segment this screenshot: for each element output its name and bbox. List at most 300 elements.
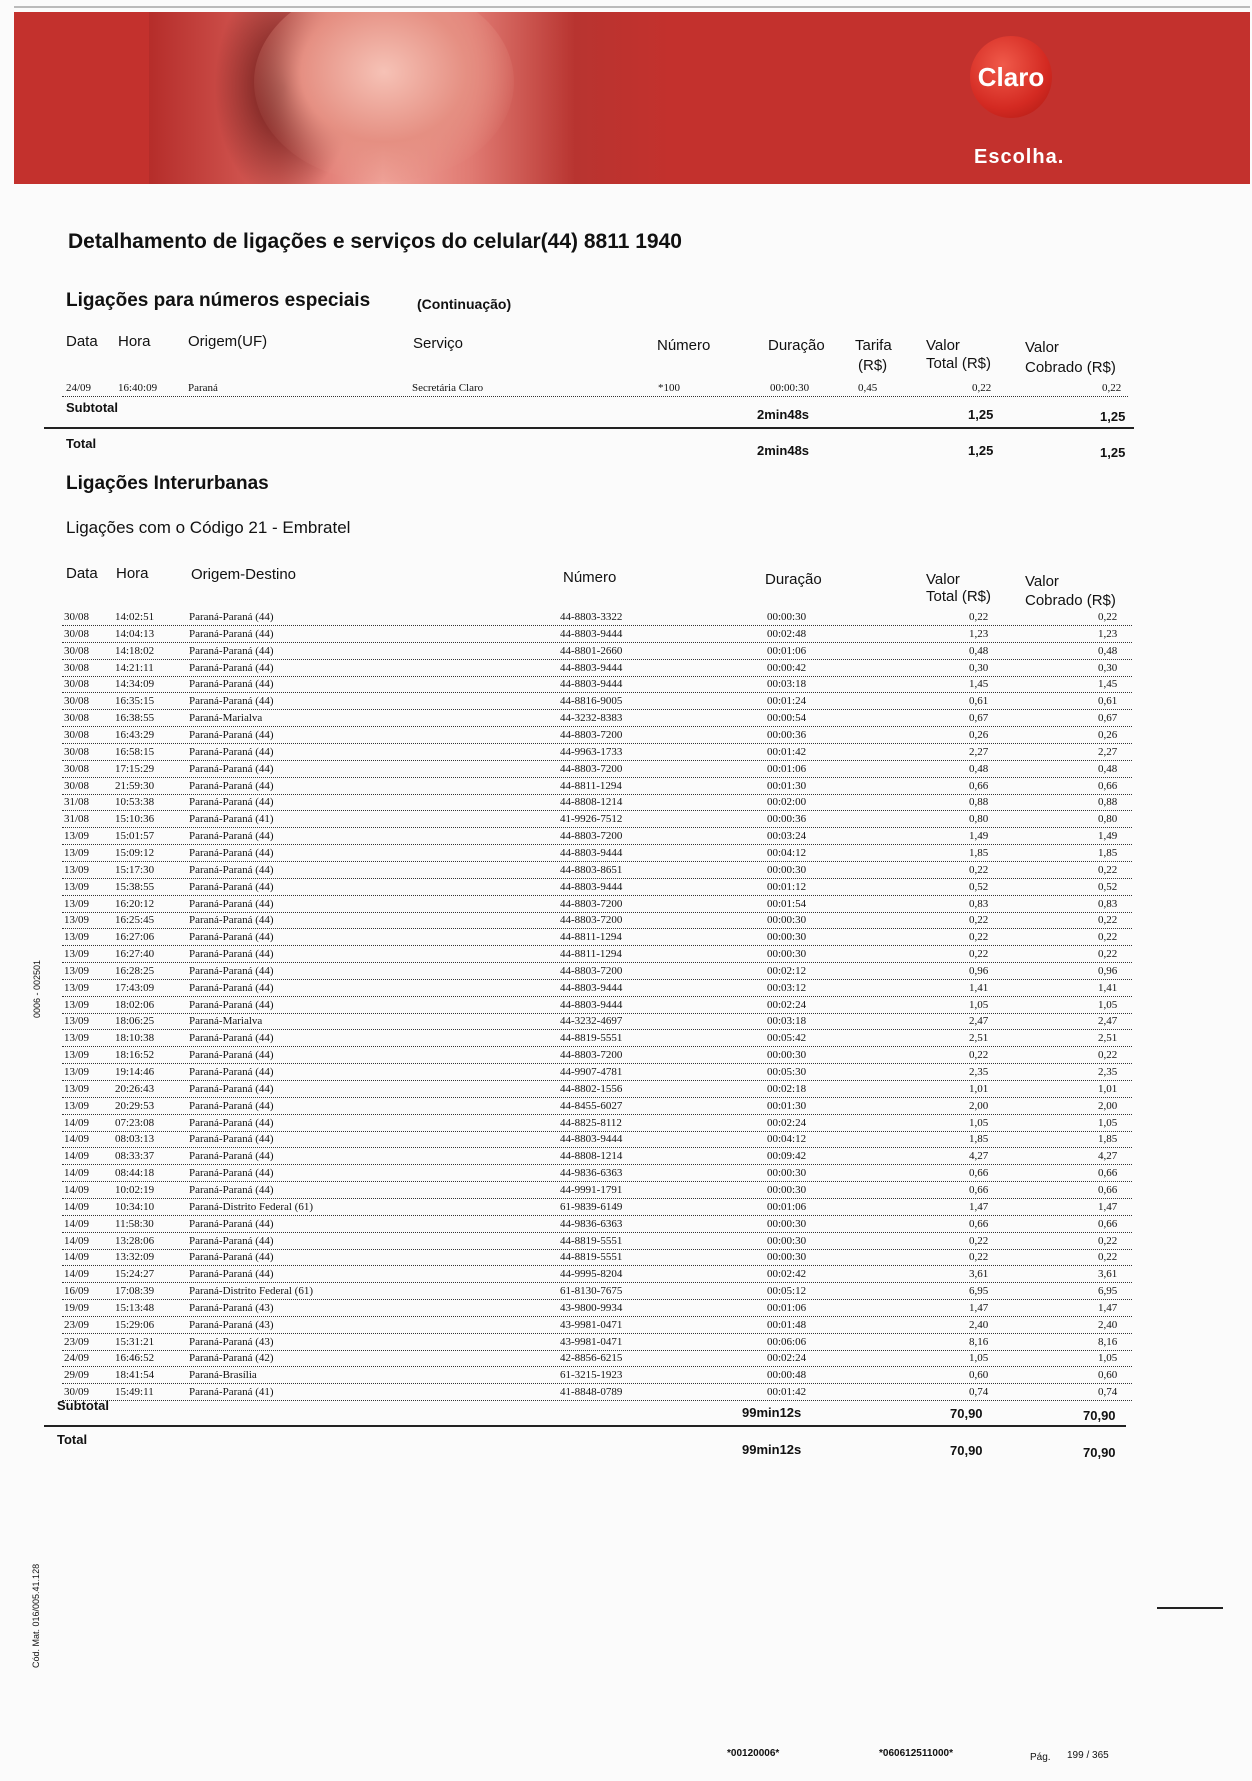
table-row bbox=[62, 1317, 1132, 1334]
cell-hora: 15:31:21 bbox=[115, 1335, 155, 1348]
cell-numero: 44-8803-3322 bbox=[560, 611, 623, 623]
cell-cobrado: 0,22 bbox=[1098, 931, 1118, 944]
cell-total: 1,85 bbox=[969, 846, 989, 859]
tagline: Escolha. bbox=[974, 146, 1065, 168]
cell-data: 24/09 bbox=[64, 1352, 90, 1365]
cell-duracao: 00:00:30 bbox=[767, 1234, 807, 1247]
cell-total: 1,01 bbox=[969, 1082, 989, 1095]
col-origem: Origem(UF) bbox=[188, 333, 268, 350]
cell-hora: 07:23:08 bbox=[115, 1116, 155, 1129]
cell-origem-destino: Paraná-Paraná (44) bbox=[189, 779, 274, 792]
cell-total: 4,27 bbox=[969, 1150, 989, 1163]
cell-data: 30/08 bbox=[64, 712, 90, 725]
cell-duracao: 00:05:12 bbox=[767, 1285, 807, 1297]
cell-hora: 15:09:12 bbox=[115, 846, 155, 859]
cell-numero: 44-8455-6027 bbox=[560, 1099, 623, 1112]
cell-total: 0,66 bbox=[969, 1167, 989, 1180]
table-row bbox=[62, 1384, 1132, 1401]
cell-cobrado: 1,47 bbox=[1098, 1200, 1118, 1213]
col-numero: Número bbox=[563, 569, 617, 586]
cell-duracao: 00:00:30 bbox=[767, 863, 807, 876]
cell-data: 13/09 bbox=[64, 914, 90, 927]
cell-numero: 44-8801-2660 bbox=[560, 644, 623, 657]
cell-duracao: 00:00:30 bbox=[767, 1217, 807, 1230]
cell-total: 0,22 bbox=[969, 863, 989, 876]
cell-hora: 10:34:10 bbox=[115, 1200, 155, 1213]
cell-duracao: 00:02:24 bbox=[767, 1116, 807, 1129]
cell-data: 13/09 bbox=[64, 1049, 90, 1062]
cell-hora: 10:53:38 bbox=[115, 796, 155, 809]
cell-duracao: 00:02:24 bbox=[767, 998, 807, 1011]
cell-origem-destino: Paraná-Paraná (44) bbox=[189, 678, 274, 691]
cell-origem-destino: Paraná-Paraná (41) bbox=[189, 813, 274, 826]
cell-numero: 43-9981-0471 bbox=[560, 1318, 623, 1331]
table-row bbox=[62, 643, 1132, 660]
cell-hora: 18:02:06 bbox=[115, 998, 155, 1011]
table-row bbox=[62, 693, 1132, 710]
cell-cobrado: 2,27 bbox=[1098, 745, 1118, 758]
cell-numero: 44-8819-5551 bbox=[560, 1234, 623, 1247]
cell-cobrado: 0,66 bbox=[1098, 1217, 1118, 1230]
cell-origem-destino: Paraná-Paraná (44) bbox=[189, 729, 274, 741]
cell-cobrado: 1,85 bbox=[1098, 846, 1118, 859]
cell-data: 14/09 bbox=[64, 1217, 90, 1230]
cell-cobrado: 1,05 bbox=[1098, 1352, 1118, 1365]
cell-cobrado: 1,05 bbox=[1098, 1116, 1118, 1129]
table-row bbox=[62, 980, 1132, 997]
table-row bbox=[62, 879, 1132, 896]
cell-origem-destino: Paraná-Paraná (44) bbox=[189, 1167, 274, 1180]
cell-duracao: 00:00:30 bbox=[767, 1049, 807, 1062]
cell-numero: 44-8803-9444 bbox=[560, 880, 623, 893]
cell-duracao: 00:00:36 bbox=[767, 729, 807, 741]
cell-hora: 17:08:39 bbox=[115, 1285, 155, 1297]
table-row bbox=[62, 1266, 1132, 1283]
cell-total: 0,74 bbox=[969, 1386, 989, 1399]
cell-origem-destino: Paraná-Paraná (41) bbox=[189, 1386, 274, 1399]
cell-origem-destino: Paraná-Paraná (44) bbox=[189, 1133, 274, 1146]
cell-duracao: 00:04:12 bbox=[767, 846, 807, 859]
col-hora: Hora bbox=[118, 333, 151, 350]
cell-origem-destino: Paraná-Paraná (44) bbox=[189, 1049, 274, 1062]
cell-data: 30/08 bbox=[64, 779, 90, 792]
cell-origem-destino: Paraná-Paraná (44) bbox=[189, 1150, 274, 1163]
cell-numero: 44-8803-9444 bbox=[560, 981, 623, 994]
cell-data: 30/08 bbox=[64, 678, 90, 691]
cell-data: 30/08 bbox=[64, 745, 90, 758]
cell-cobrado: 0,61 bbox=[1098, 695, 1118, 708]
table-row bbox=[62, 1334, 1132, 1351]
cell-origem-destino: Paraná-Paraná (44) bbox=[189, 611, 274, 623]
cell-origem-destino: Paraná-Paraná (44) bbox=[189, 897, 274, 910]
cell-total: 0,22 bbox=[969, 948, 989, 960]
cell-numero: 41-8848-0789 bbox=[560, 1386, 623, 1399]
cell-hora: 14:04:13 bbox=[115, 627, 155, 640]
col-duracao: Duração bbox=[768, 337, 825, 354]
cell-hora: 20:26:43 bbox=[115, 1082, 155, 1095]
cell-cobrado: 0,22 bbox=[1098, 863, 1118, 876]
cell-total: 0,66 bbox=[969, 1183, 989, 1196]
total-label: Total bbox=[57, 1432, 88, 1447]
cell-duracao: 00:03:24 bbox=[767, 830, 807, 842]
cell-duracao: 00:05:42 bbox=[767, 1032, 807, 1045]
cell-data: 13/09 bbox=[64, 846, 90, 859]
cell-duracao: 00:02:12 bbox=[767, 964, 807, 977]
cell-hora: 16:25:45 bbox=[115, 914, 155, 927]
cell-numero: 43-9800-9934 bbox=[560, 1301, 623, 1314]
cell-cobrado: 0,22 bbox=[1098, 914, 1118, 927]
cell-numero: 44-8816-9005 bbox=[560, 695, 623, 708]
table-row bbox=[62, 1081, 1132, 1098]
cell-hora: 14:02:51 bbox=[115, 611, 155, 623]
cell-total: 2,00 bbox=[969, 1099, 989, 1112]
cell-numero: 44-9963-1733 bbox=[560, 745, 623, 758]
cell-origem-destino: Paraná-Paraná (44) bbox=[189, 1116, 274, 1129]
cell-cobrado: 0,48 bbox=[1098, 762, 1118, 775]
cell-data: 30/08 bbox=[64, 627, 90, 640]
subtotal-cobrado: 1,25 bbox=[1100, 409, 1126, 424]
col-tarifa-unit: (R$) bbox=[858, 357, 888, 374]
cell-tarifa: 0,45 bbox=[858, 382, 878, 394]
table-row bbox=[62, 626, 1132, 643]
total-cobrado: 1,25 bbox=[1100, 445, 1126, 460]
col-data: Data bbox=[66, 333, 98, 350]
cell-numero: 42-8856-6215 bbox=[560, 1352, 623, 1365]
cell-data: 13/09 bbox=[64, 863, 90, 876]
cell-hora: 15:49:11 bbox=[115, 1386, 154, 1399]
col-valor-total: Valor bbox=[926, 337, 960, 354]
cell-numero: 44-8803-9444 bbox=[560, 998, 623, 1011]
cell-total: 0,22 bbox=[969, 914, 989, 927]
cell-origem-destino: Paraná-Paraná (44) bbox=[189, 863, 274, 876]
cell-cobrado: 0,26 bbox=[1098, 729, 1118, 741]
margin-mark bbox=[1157, 1607, 1223, 1609]
subtotal-duracao: 2min48s bbox=[757, 407, 810, 422]
cell-total: 1,85 bbox=[969, 1133, 989, 1146]
cell-data: 29/09 bbox=[64, 1369, 90, 1382]
cell-data: 30/08 bbox=[64, 611, 90, 623]
cell-hora: 18:06:25 bbox=[115, 1015, 155, 1028]
col-data: Data bbox=[66, 565, 98, 582]
cell-duracao: 00:00:30 bbox=[767, 1183, 807, 1196]
cell-data: 14/09 bbox=[64, 1200, 90, 1213]
table-row bbox=[62, 845, 1132, 862]
cell-origem-destino: Paraná-Distrito Federal (61) bbox=[189, 1285, 314, 1297]
table-row bbox=[62, 1115, 1132, 1132]
cell-duracao: 00:01:06 bbox=[767, 644, 807, 657]
cell-total: 6,95 bbox=[969, 1285, 989, 1297]
cell-origem-destino: Paraná-Brasília bbox=[189, 1369, 257, 1382]
cell-data: 31/08 bbox=[64, 796, 90, 809]
cell-cobrado: 0,66 bbox=[1098, 779, 1118, 792]
cell-origem-destino: Paraná-Paraná (44) bbox=[189, 981, 274, 994]
cell-duracao: 00:01:24 bbox=[767, 695, 807, 708]
total-duracao: 99min12s bbox=[742, 1442, 802, 1457]
table-row bbox=[62, 1131, 1132, 1148]
cell-data: 13/09 bbox=[64, 897, 90, 910]
cell-hora: 08:03:13 bbox=[115, 1133, 155, 1146]
cell-total: 0,22 bbox=[972, 382, 992, 394]
subtotal-duracao: 99min12s bbox=[742, 1405, 802, 1420]
cell-duracao: 00:01:06 bbox=[767, 1301, 807, 1314]
cell-duracao: 00:00:30 bbox=[767, 931, 807, 944]
cell-total: 1,41 bbox=[969, 981, 989, 994]
margin-code: 0006 - 002501 bbox=[32, 959, 42, 1018]
subtotal-label: Subtotal bbox=[57, 1398, 109, 1413]
cell-hora: 18:10:38 bbox=[115, 1032, 155, 1045]
cell-cobrado: 0,52 bbox=[1098, 880, 1118, 893]
col-valor-cobrado: Valor bbox=[1025, 573, 1059, 590]
cell-duracao: 00:01:12 bbox=[767, 880, 807, 893]
cell-total: 1,47 bbox=[969, 1200, 989, 1213]
cell-cobrado: 0,22 bbox=[1098, 1049, 1118, 1062]
table-row bbox=[62, 997, 1132, 1014]
cell-hora: 18:41:54 bbox=[115, 1369, 155, 1382]
cell-numero: *100 bbox=[658, 382, 680, 394]
cell-cobrado: 0,48 bbox=[1098, 644, 1118, 657]
cell-total: 1,05 bbox=[969, 1116, 989, 1129]
cell-hora: 15:01:57 bbox=[115, 830, 155, 842]
barcode-text-2: *060612511000* bbox=[879, 1748, 953, 1759]
cell-cobrado: 1,01 bbox=[1098, 1082, 1118, 1095]
cell-total: 0,30 bbox=[969, 661, 989, 674]
total-total: 70,90 bbox=[950, 1443, 983, 1458]
header-banner bbox=[14, 12, 1250, 184]
table-row bbox=[62, 794, 1132, 811]
cell-origem-destino: Paraná-Paraná (44) bbox=[189, 964, 274, 977]
table-row bbox=[62, 946, 1132, 963]
cell-duracao: 00:00:30 bbox=[767, 1167, 807, 1180]
cell-data: 16/09 bbox=[64, 1285, 90, 1297]
cell-data: 13/09 bbox=[64, 981, 90, 994]
cell-cobrado: 2,51 bbox=[1098, 1032, 1118, 1045]
cell-hora: 17:43:09 bbox=[115, 981, 155, 994]
cell-cobrado: 1,85 bbox=[1098, 1133, 1118, 1146]
cell-data: 14/09 bbox=[64, 1150, 90, 1163]
cell-origem-destino: Paraná-Paraná (43) bbox=[189, 1301, 274, 1314]
cell-hora: 16:58:15 bbox=[115, 745, 155, 758]
cell-data: 13/09 bbox=[64, 998, 90, 1011]
cell-numero: 44-8803-7200 bbox=[560, 964, 623, 977]
cell-numero: 44-8803-9444 bbox=[560, 678, 623, 691]
cell-duracao: 00:02:18 bbox=[767, 1082, 807, 1095]
cell-cobrado: 0,22 bbox=[1098, 1251, 1118, 1264]
cell-hora: 16:38:55 bbox=[115, 712, 155, 725]
table-row bbox=[62, 1300, 1132, 1317]
cell-total: 1,05 bbox=[969, 1352, 989, 1365]
cell-numero: 44-3232-8383 bbox=[560, 712, 623, 725]
cell-duracao: 00:02:00 bbox=[767, 796, 807, 809]
cell-hora: 14:21:11 bbox=[115, 661, 154, 674]
cell-origem-destino: Paraná-Paraná (44) bbox=[189, 846, 274, 859]
cell-numero: 44-8811-1294 bbox=[560, 779, 622, 792]
col-duracao: Duração bbox=[765, 571, 822, 588]
cell-origem-destino: Paraná-Paraná (44) bbox=[189, 1251, 274, 1264]
cell-hora: 11:58:30 bbox=[115, 1217, 154, 1230]
cell-numero: 44-8803-9444 bbox=[560, 661, 623, 674]
cell-data: 30/08 bbox=[64, 695, 90, 708]
cell-numero: 41-9926-7512 bbox=[560, 813, 623, 826]
cell-data: 14/09 bbox=[64, 1251, 90, 1264]
cell-hora: 14:18:02 bbox=[115, 644, 155, 657]
cell-origem-destino: Paraná-Paraná (44) bbox=[189, 796, 274, 809]
cell-total: 1,05 bbox=[969, 998, 989, 1011]
cell-hora: 18:16:52 bbox=[115, 1049, 155, 1062]
cell-total: 2,40 bbox=[969, 1318, 989, 1331]
cell-data: 13/09 bbox=[64, 1082, 90, 1095]
cell-origem-destino: Paraná-Paraná (43) bbox=[189, 1318, 274, 1331]
col-valor-cobrado-2: Cobrado (R$) bbox=[1025, 359, 1116, 376]
cell-numero: 44-8803-7200 bbox=[560, 830, 623, 842]
col-servico: Serviço bbox=[413, 335, 464, 352]
cell-cobrado: 0,88 bbox=[1098, 796, 1118, 809]
cell-origem-destino: Paraná-Paraná (42) bbox=[189, 1352, 274, 1365]
table-row bbox=[62, 1013, 1132, 1030]
cell-numero: 44-8803-7200 bbox=[560, 914, 623, 927]
page-number: 199 / 365 bbox=[1067, 1750, 1109, 1761]
table-row bbox=[62, 676, 1132, 693]
cell-data: 14/09 bbox=[64, 1116, 90, 1129]
total-label: Total bbox=[66, 436, 97, 451]
col-numero: Número bbox=[657, 337, 711, 354]
cell-data: 13/09 bbox=[64, 1066, 90, 1078]
cell-cobrado: 0,22 bbox=[1098, 1234, 1118, 1247]
col-valor-total-2: Total (R$) bbox=[926, 355, 992, 372]
cell-numero: 44-3232-4697 bbox=[560, 1015, 623, 1028]
cell-duracao: 00:06:06 bbox=[767, 1335, 807, 1348]
cell-total: 0,88 bbox=[969, 796, 989, 809]
cell-origem-destino: Paraná-Paraná (44) bbox=[189, 1183, 274, 1196]
cell-numero: 44-8808-1214 bbox=[560, 796, 623, 809]
cell-cobrado: 1,45 bbox=[1098, 678, 1118, 691]
cell-total: 2,51 bbox=[969, 1032, 989, 1045]
cell-data: 30/08 bbox=[64, 644, 90, 657]
col-valor-cobrado-2: Cobrado (R$) bbox=[1025, 592, 1116, 609]
table-row bbox=[62, 828, 1132, 845]
cell-duracao: 00:02:24 bbox=[767, 1352, 807, 1365]
col-valor-cobrado: Valor bbox=[1025, 339, 1059, 356]
interurbanas-heading: Ligações Interurbanas bbox=[66, 473, 269, 494]
cell-origem-destino: Paraná-Paraná (44) bbox=[189, 1082, 274, 1095]
cell-numero: 44-8819-5551 bbox=[560, 1251, 623, 1264]
cell-origem-destino: Paraná-Paraná (44) bbox=[189, 830, 274, 842]
cell-cobrado: 0,66 bbox=[1098, 1183, 1118, 1196]
cell-hora: 16:28:25 bbox=[115, 964, 155, 977]
cell-hora: 15:24:27 bbox=[115, 1268, 155, 1281]
cell-cobrado: 1,49 bbox=[1098, 830, 1118, 842]
cell-numero: 44-8803-7200 bbox=[560, 762, 623, 775]
cell-hora: 08:33:37 bbox=[115, 1150, 155, 1163]
cell-cobrado: 1,05 bbox=[1098, 998, 1118, 1011]
cell-duracao: 00:01:30 bbox=[767, 779, 807, 792]
cell-origem-destino: Paraná-Paraná (44) bbox=[189, 914, 274, 927]
barcode-text-1: *00120006* bbox=[727, 1748, 780, 1759]
total-cobrado: 70,90 bbox=[1083, 1445, 1116, 1460]
continuation-label: (Continuação) bbox=[417, 296, 512, 312]
cell-data: 19/09 bbox=[64, 1301, 90, 1314]
cell-data: 13/09 bbox=[64, 948, 90, 960]
table-row bbox=[62, 811, 1132, 828]
cell-duracao: 00:01:42 bbox=[767, 745, 807, 758]
cell-total: 0,66 bbox=[969, 779, 989, 792]
cell-numero: 44-9836-6363 bbox=[560, 1167, 623, 1180]
table-row bbox=[62, 1216, 1132, 1233]
cell-total: 0,96 bbox=[969, 964, 989, 977]
cell-hora: 16:35:15 bbox=[115, 695, 155, 708]
cell-hora: 16:27:06 bbox=[115, 931, 155, 944]
cell-duracao: 00:03:12 bbox=[767, 981, 807, 994]
cell-numero: 44-9991-1791 bbox=[560, 1183, 623, 1196]
cell-total: 0,26 bbox=[969, 729, 989, 741]
cell-origem-destino: Paraná-Paraná (44) bbox=[189, 1066, 274, 1078]
cell-total: 3,61 bbox=[969, 1268, 989, 1281]
cell-data: 30/08 bbox=[64, 762, 90, 775]
cell-cobrado: 0,80 bbox=[1098, 813, 1118, 826]
cell-total: 2,47 bbox=[969, 1015, 989, 1028]
subtotal-label: Subtotal bbox=[66, 400, 118, 415]
table-row bbox=[62, 1233, 1132, 1250]
cell-duracao: 00:01:42 bbox=[767, 1386, 807, 1399]
cell-duracao: 00:02:42 bbox=[767, 1268, 807, 1281]
cell-data: 23/09 bbox=[64, 1335, 90, 1348]
cell-duracao: 00:09:42 bbox=[767, 1150, 807, 1163]
cell-cobrado: 2,00 bbox=[1098, 1099, 1118, 1112]
cell-numero: 44-9836-6363 bbox=[560, 1217, 623, 1230]
cell-cobrado: 1,23 bbox=[1098, 627, 1118, 640]
table-row bbox=[62, 1030, 1132, 1047]
table-row bbox=[62, 1199, 1132, 1216]
total-total: 1,25 bbox=[968, 443, 994, 458]
cell-hora: 19:14:46 bbox=[115, 1066, 155, 1078]
table-row bbox=[62, 744, 1132, 761]
cell-duracao: 00:00:30 bbox=[770, 382, 810, 394]
cell-total: 0,48 bbox=[969, 762, 989, 775]
cell-total: 0,60 bbox=[969, 1369, 989, 1382]
col-tarifa: Tarifa bbox=[855, 337, 892, 354]
cell-hora: 10:02:19 bbox=[115, 1183, 155, 1196]
cell-hora: 15:38:55 bbox=[115, 880, 155, 893]
cell-total: 8,16 bbox=[969, 1335, 989, 1348]
cell-total: 0,22 bbox=[969, 1049, 989, 1062]
subtotal-total: 1,25 bbox=[968, 407, 994, 422]
cell-cobrado: 0,96 bbox=[1098, 964, 1118, 977]
cell-data: 13/09 bbox=[64, 830, 90, 842]
cell-hora: 14:34:09 bbox=[115, 678, 155, 691]
table-row bbox=[62, 1182, 1132, 1199]
cell-cobrado: 1,41 bbox=[1098, 981, 1118, 994]
claro-logo: Claro bbox=[970, 36, 1052, 118]
cell-duracao: 00:00:30 bbox=[767, 611, 807, 623]
table-row bbox=[62, 380, 1128, 397]
special-heading: Ligações para números especiais bbox=[66, 290, 371, 311]
cell-data: 14/09 bbox=[64, 1133, 90, 1146]
cell-origem-destino: Paraná-Distrito Federal (61) bbox=[189, 1200, 314, 1213]
cell-total: 0,61 bbox=[969, 695, 989, 708]
cell-origem-destino: Paraná-Paraná (44) bbox=[189, 661, 274, 674]
cell-duracao: 00:00:30 bbox=[767, 914, 807, 927]
cell-numero: 44-8819-5551 bbox=[560, 1032, 623, 1045]
cell-hora: 15:13:48 bbox=[115, 1301, 155, 1314]
cell-hora: 20:29:53 bbox=[115, 1099, 155, 1112]
col-valor-total-2: Total (R$) bbox=[926, 588, 992, 605]
cell-duracao: 00:01:54 bbox=[767, 897, 807, 910]
cell-duracao: 00:00:30 bbox=[767, 948, 807, 960]
cell-data: 14/09 bbox=[64, 1183, 90, 1196]
cell-origem-destino: Paraná-Paraná (44) bbox=[189, 948, 274, 960]
cell-origem-destino: Paraná-Paraná (44) bbox=[189, 1032, 274, 1045]
cell-origem-destino: Paraná-Paraná (44) bbox=[189, 880, 274, 893]
table-row bbox=[62, 778, 1132, 795]
